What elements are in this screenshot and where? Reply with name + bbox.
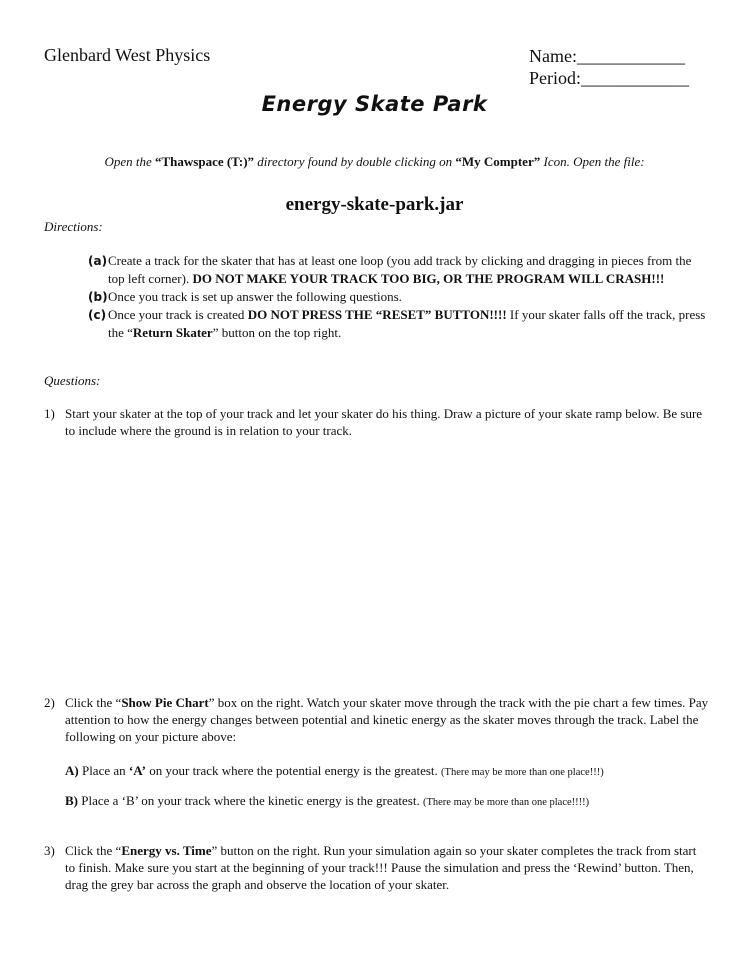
direction-text-b: Once you track is set up answer the following questions. [108,289,402,304]
part-a-label: A) [65,763,79,778]
question-3-energy-vs-time: Energy vs. Time [121,843,212,858]
part-b-text: Place a ‘B’ on your track where the kinetic energy is the greatest. [78,793,420,808]
question-2-show-pie-chart: Show Pie Chart [121,695,209,710]
direction-item-b [88,288,708,306]
question-3-text-2: ” button on the right. Run your simulation again so your skater completes the track from start to finish. Make sure you start at the beginning of your track!!! Pause the simulation and press the ‘Rewind’ button. Then, drag the grey bar across the graph and observe the location of your skater. [65,843,697,892]
question-2-text-1: Click the “ [65,695,122,710]
directions-list [88,252,708,342]
intro-text-3: Icon. Open the file: [540,154,645,169]
intro-instructions [0,154,749,170]
direction-item-c [88,306,708,342]
intro-thawspace: “Thawspace (T:)” [154,154,255,169]
question-2 [44,694,709,745]
questions-label: Questions: [44,373,101,388]
direction-return-skater: Return Skater [132,325,213,340]
page-title: Energy Skate Park [261,92,488,116]
question-3-text-1: Click the “ [65,843,122,858]
question-1-number: 1) [44,406,55,421]
question-2-number: 2) [44,695,55,710]
name-period-block [529,45,689,89]
period-field-label: Period:____________ [529,68,689,88]
intro-my-computer: “My Compter” [455,154,541,169]
direction-marker-a: (a) [88,254,108,268]
direction-text-c3: ” button on the top right. [212,325,342,340]
intro-text-2: directory found by double clicking on [254,154,456,169]
intro-text-1: Open the [104,154,155,169]
direction-text-c1: Once your track is created [108,307,248,322]
direction-warning-a: DO NOT MAKE YOUR TRACK TOO BIG, OR THE PROGRAM WILL CRASH!!! [192,271,665,286]
part-a-text-2: on your track where the potential energy is the greatest. [145,763,438,778]
question-1 [44,405,709,439]
question-2-part-b [65,793,705,809]
direction-marker-c: (c) [88,308,107,322]
part-a-text-1: Place an [78,763,129,778]
direction-item-a [88,252,708,288]
question-2-text-2: ” box on the right. Watch your skater move through the track with the pie chart a few times. Pay attention to how the energy changes between potential and kinetic energy as the skater moves through the track. Label the following on your picture above: [65,695,709,744]
name-field-label: Name:____________ [529,46,685,66]
part-b-label: B) [65,793,78,808]
direction-warning-c: DO NOT PRESS THE “RESET” BUTTON!!!! [247,307,507,322]
question-3-text [65,842,709,893]
directions-label: Directions: [44,219,103,234]
question-3 [44,842,709,893]
part-a-letter: ‘A’ [128,763,146,778]
direction-marker-b: (b) [88,290,108,304]
direction-text-c2: If your skater falls off the track, press the “ [108,307,706,340]
direction-text-a: Create a track for the skater that has at least one loop (you add track by clicking and dragging in pieces from the top left corner). [108,253,692,286]
question-3-number: 3) [44,843,55,858]
part-b-note: (There may be more than one place!!!!) [422,797,590,808]
question-1-text: Start your skater at the top of your track and let your skater do his thing. Draw a picture of your skate ramp below. Be sure to include where the ground is in relation to your track. [65,406,703,438]
file-name: energy-skate-park.jar [285,194,464,215]
part-a-note: (There may be more than one place!!!) [441,767,604,778]
question-2-text [65,694,709,745]
question-2-part-a [65,763,705,779]
school-name: Glenbard West Physics [44,45,211,65]
